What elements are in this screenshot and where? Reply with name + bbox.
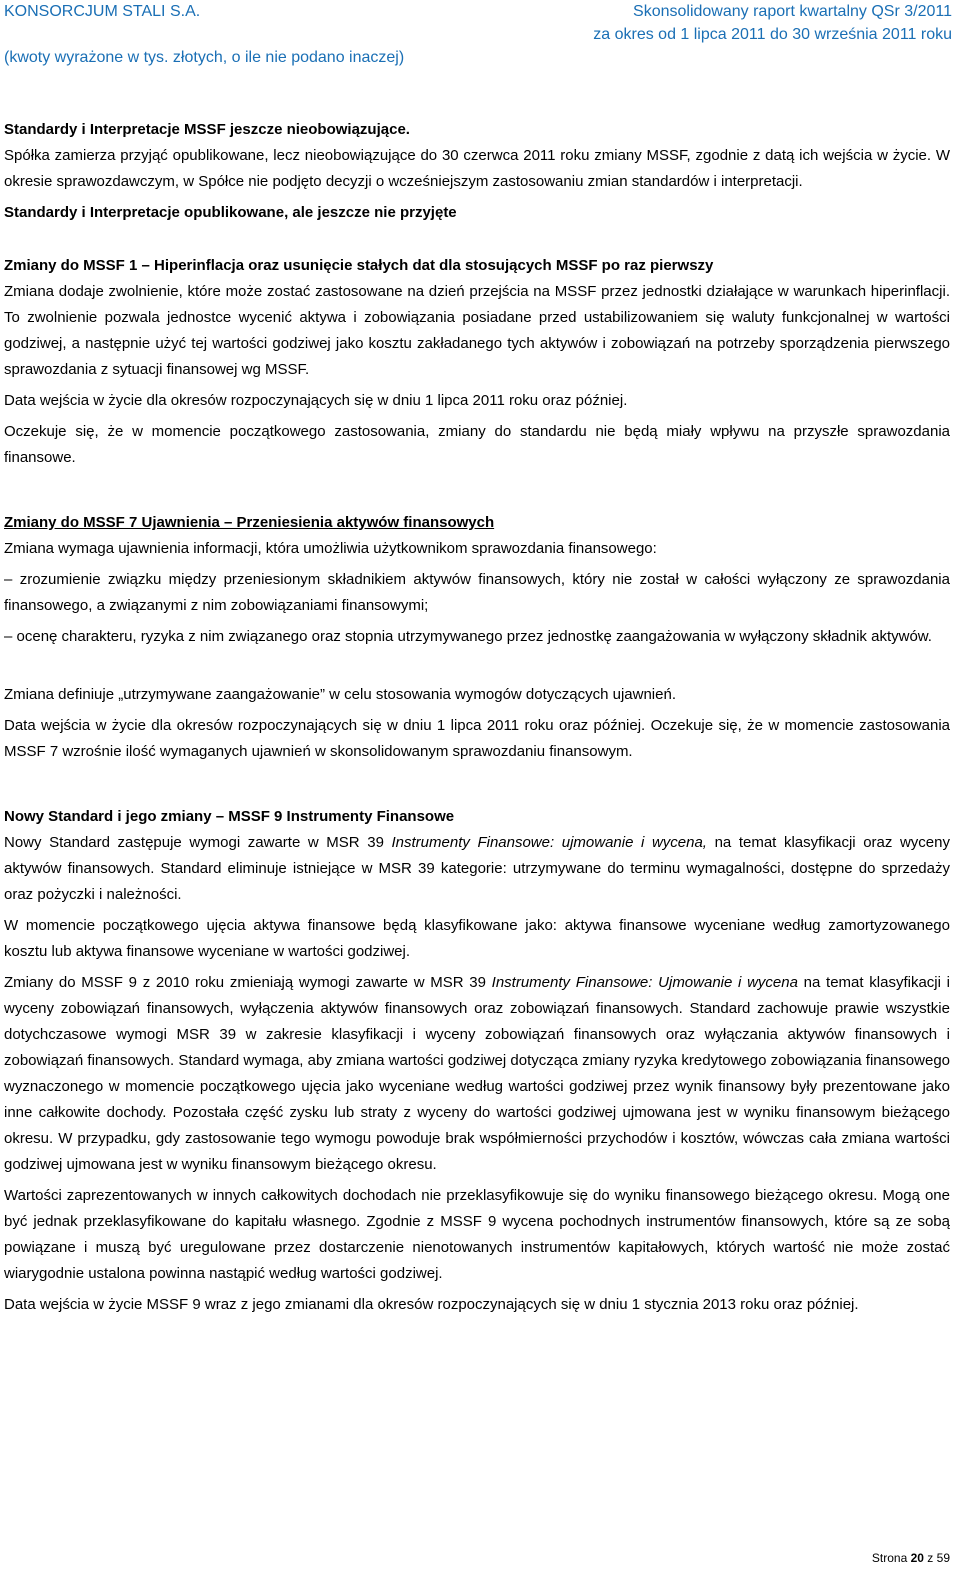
paragraph: Data wejścia w życie dla okresów rozpoczynających się w dniu 1 lipca 2011 roku oraz później. [4, 392, 628, 409]
section-heading-mssf9: Nowy Standard i jego zmiany – MSSF 9 Instrumenty Finansowe [4, 808, 455, 825]
section-heading-mssf1: Zmiany do MSSF 1 – Hiperinflacja oraz usunięcie stałych dat dla stosujących MSSF po raz pierwszy [4, 257, 714, 274]
units-note: (kwoty wyrażone w tys. złotych, o ile nie podano inaczej) [4, 49, 405, 66]
page-number: Strona 20 z 59 [871, 1551, 950, 1565]
section-heading-mssf7: Zmiany do MSSF 7 Ujawnienia – Przeniesienia aktywów finansowych [4, 514, 495, 531]
document-body [4, 117, 950, 1323]
paragraph: Oczekuje się, że w momencie początkowego zastosowania, zmiany do standardu nie będą miały wpływu na przyszłe sprawozdania finansowe. [4, 423, 950, 466]
report-title: Skonsolidowany raport kwartalny QSr 3/2011 [633, 3, 952, 20]
section-subheading-published: Standardy i Interpretacje opublikowane, ale jeszcze nie przyjęte [4, 204, 457, 221]
section-heading-mssf-not-effective: Standardy i Interpretacje MSSF jeszcze nieobowiązujące. [4, 121, 410, 138]
paragraph: Data wejścia w życie dla okresów rozpoczynających się w dniu 1 lipca 2011 roku oraz później. Oczekuje się, że w momencie zastosowania MSSF 7 wzrośnie ilość wymaganych ujawnień w skonsolidowanym sprawozdaniu finansowym. [4, 717, 950, 760]
report-period: za okres od 1 lipca 2011 do 30 września 2011 roku [593, 26, 952, 43]
paragraph: Spółka zamierza przyjąć opublikowane, lecz nieobowiązujące do 30 czerwca 2011 roku zmiany MSSF, zgodnie z datą ich wejścia w życie. W okresie sprawozdawczym, w Spółce nie podjęto decyzji o wcześniejszym zastosowaniu zmian standardów i interpretacji. [4, 147, 950, 190]
paragraph: Data wejścia w życie MSSF 9 wraz z jego zmianami dla okresów rozpoczynających się w dniu 1 stycznia 2013 roku oraz później. [4, 1296, 859, 1313]
paragraph: Zmiana definiuje „utrzymywane zaangażowanie” w celu stosowania wymogów dotyczących ujawnień. [4, 686, 676, 703]
paragraph: Zmiana dodaje zwolnienie, które może zostać zastosowane na dzień przejścia na MSSF przez jednostki działające w warunkach hiperinflacji. To zwolnienie pozwala jednostce wycenić aktywa i zobowiązania posiadane przed ustabilizowaniem się waluty funkcjonalnej w wartości godziwej, a następnie użyć tej wartości godziwej jako kosztu zakładanego tych aktywów i zobowiązań na potrzeby sporządzenia pierwszego sprawozdania z sytuacji finansowej wg MSSF. [4, 283, 950, 378]
company-name: KONSORCJUM STALI S.A. [4, 3, 201, 20]
paragraph: Wartości zaprezentowanych w innych całkowitych dochodach nie przeklasyfikowuje się do wyniku finansowego bieżącego okresu. Mogą one być jednak przeklasyfikowane do kapitału własnego. Zgodnie z MSSF 9 wycena pochodnych instrumentów finansowych, które są ze sobą powiązane i muszą być uregulowane przez dostarczenie nienotowanych instrumentów kapitałowych, których wartość nie może zostać wiarygodnie ustalona powinna nastąpić według wartości godziwej. [4, 1187, 950, 1282]
paragraph: Zmiany do MSSF 9 z 2010 roku zmieniają wymogi zawarte w MSR 39 Instrumenty Finansowe: Ujmowanie i wycena na temat klasyfikacji i wyceny zobowiązań finansowych, wyłączenia aktywów finansowych oraz zobowiązań finansowych. Standard zachowuje prawie wszystkie dotychczasowe wymogi MSR 39 w zakresie klasyfikacji i wyceny zobowiązań finansowych oraz wyłączania aktywów finansowych i zobowiązań finansowych. Standard wymaga, aby zmiana wartości godziwej dotycząca zmiany ryzyka kredytowego zobowiązania finansowego wyznaczonego w momencie początkowego ujęcia jako wyceniane według wartości godziwej przez wynik finansowy były prezentowane jako inne całkowite dochody. Pozostała część zysku lub straty z wyceny do wartości godziwej ujmowana jest w wyniku finansowym bieżącego okresu. W przypadku, gdy zastosowanie tego wymogu powoduje brak współmierności przychodów i kosztów, wówczas cała zmiana wartości godziwej ujmowana jest w wyniku finansowym bieżącego okresu. [4, 974, 950, 1173]
paragraph: W momencie początkowego ujęcia aktywa finansowe będą klasyfikowane jako: aktywa finansowe wyceniane według zamortyzowanego kosztu lub aktywa finansowe wyceniane w wartości godziwej. [4, 917, 950, 960]
paragraph: Nowy Standard zastępuje wymogi zawarte w MSR 39 Instrumenty Finansowe: ujmowanie i wycena, na temat klasyfikacji oraz wyceny aktywów finansowych. Standard eliminuje istniejące w MSR 39 kategorie: utrzymywane do terminu wymagalności, dostępne do sprzedaży oraz pożyczki i należności. [4, 834, 950, 903]
bullet-item: – ocenę charakteru, ryzyka z nim związanego oraz stopnia utrzymywanego przez jednostkę zaangażowania w wyłączony składnik aktywów. [4, 628, 932, 645]
paragraph: Zmiana wymaga ujawnienia informacji, która umożliwia użytkownikom sprawozdania finansowego: [4, 540, 657, 557]
bullet-item: – zrozumienie związku między przeniesionym składnikiem aktywów finansowych, który nie został w całości wyłączony ze sprawozdania finansowego, a związanymi z nim zobowiązaniami finansowymi; [4, 571, 950, 614]
